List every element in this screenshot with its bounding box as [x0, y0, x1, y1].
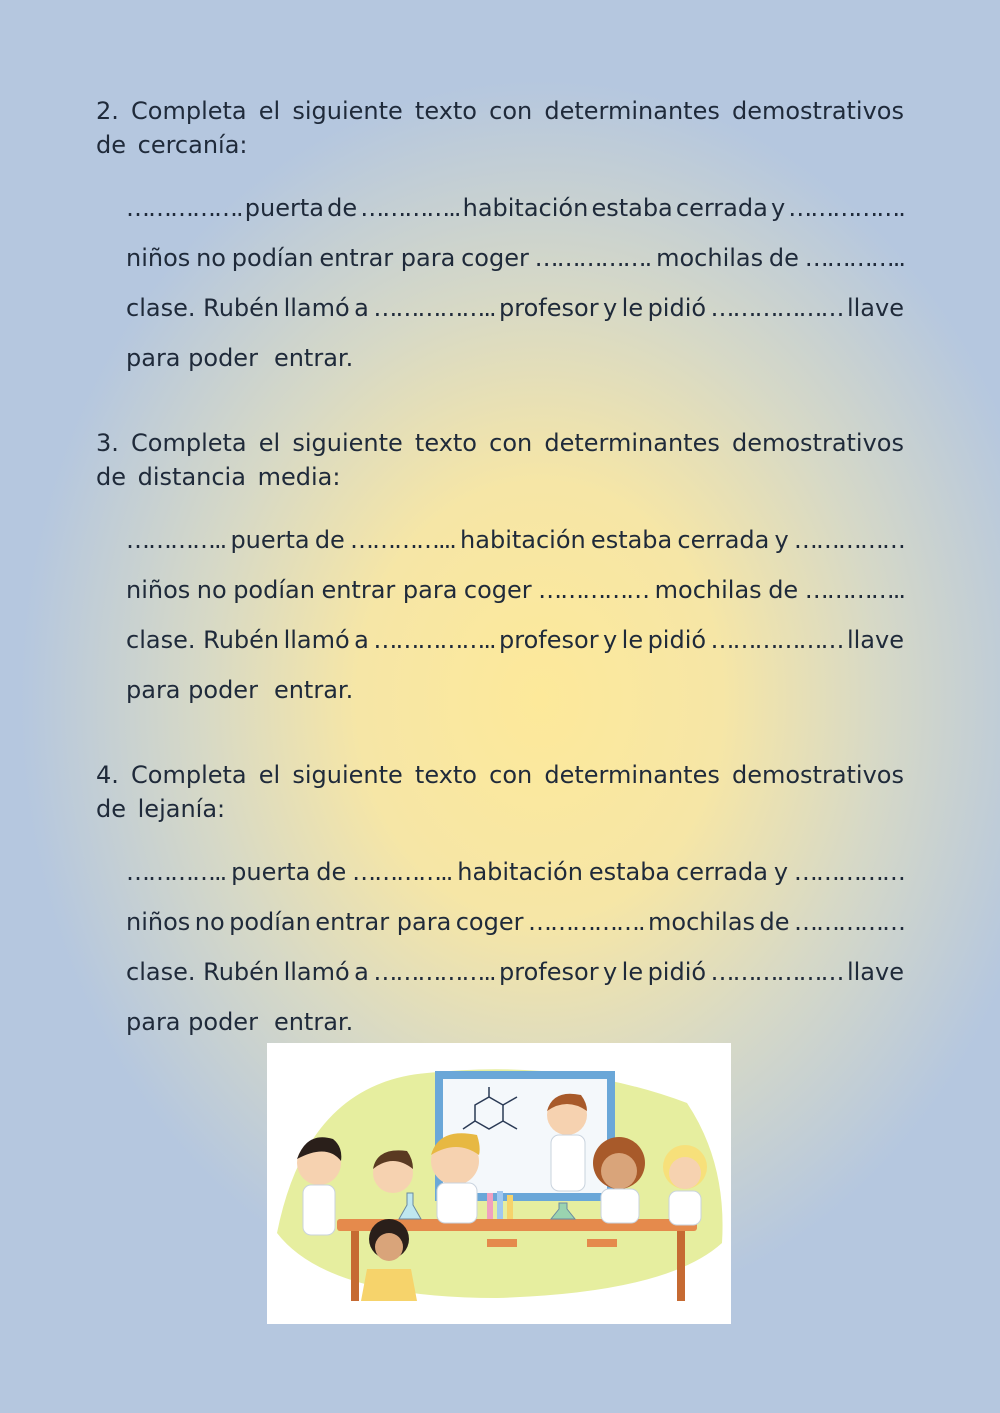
word: coger [463, 576, 532, 604]
word: entrar para [315, 908, 452, 936]
blank-field[interactable]: …………… [793, 526, 904, 554]
word: para poder [126, 344, 258, 372]
word: niños [126, 908, 191, 936]
word: a [354, 958, 369, 986]
word: de [327, 194, 358, 222]
blank-field[interactable]: ……………. [126, 194, 242, 222]
blank-field[interactable]: ……………. [527, 908, 644, 936]
word: llamó [283, 626, 350, 654]
word: coger [455, 908, 524, 936]
word: llamó [283, 958, 350, 986]
exercise-4-question: 4. Completa el siguiente texto con determinantes demostrativos de lejanía: [96, 761, 904, 823]
word: estaba [591, 194, 673, 222]
word: para poder [126, 676, 258, 704]
word: mochilas [648, 908, 756, 936]
exercise-2-line-4 [126, 344, 904, 380]
word: entrar. [273, 676, 354, 704]
word: profesor [499, 626, 599, 654]
word: a [354, 294, 369, 322]
exercise-2-question: 2. Completa el siguiente texto con determinantes demostrativos de cercanía: [96, 97, 904, 159]
word: de [314, 526, 345, 554]
word: profesor [499, 294, 599, 322]
word: le [621, 294, 644, 322]
word: entrar para [319, 244, 456, 272]
word: podían [233, 576, 315, 604]
word: entrar. [273, 1008, 354, 1036]
word: para poder [126, 1008, 258, 1036]
word: puerta [231, 858, 311, 886]
word: entrar. [273, 344, 354, 372]
blank-field[interactable]: ………….. [126, 526, 226, 554]
lab-illustration-icon [267, 1043, 731, 1324]
word: niños [126, 244, 191, 272]
word: llamó [283, 294, 350, 322]
word: pidió [647, 294, 707, 322]
blank-field[interactable]: …………….. [373, 958, 495, 986]
word: clase. Rubén [126, 626, 280, 654]
blank-field[interactable]: ………….. [352, 858, 452, 886]
blank-field[interactable]: …………….. [373, 294, 495, 322]
word: habitación [462, 194, 589, 222]
blank-field[interactable]: ……………. [534, 244, 651, 272]
exercise-4-line-1 [126, 858, 904, 894]
blank-field[interactable]: ………….. [804, 244, 904, 272]
blank-field[interactable]: ……………… [710, 958, 843, 986]
word: y [774, 526, 789, 554]
word: no [196, 576, 227, 604]
word: coger [461, 244, 529, 272]
word: y [603, 294, 618, 322]
word: no [194, 908, 225, 936]
blank-field[interactable]: ………….. [360, 194, 460, 222]
word: no [196, 244, 226, 272]
blank-field[interactable]: ………….. [126, 858, 226, 886]
word: le [621, 626, 644, 654]
word: de [316, 858, 347, 886]
exercise-3-line-3 [126, 626, 904, 662]
word: y [773, 858, 789, 886]
blank-field[interactable]: …………… [793, 858, 904, 886]
word: mochilas [656, 244, 764, 272]
word: le [621, 958, 644, 986]
word: entrar para [321, 576, 458, 604]
word: habitación [460, 526, 586, 554]
word: de [768, 244, 799, 272]
word: pidió [647, 626, 707, 654]
blank-field[interactable]: …………… [793, 908, 904, 936]
exercise-3-line-2 [126, 576, 904, 612]
word: de [759, 908, 790, 936]
blank-field[interactable]: ………….. [804, 576, 904, 604]
word: llave [846, 626, 904, 654]
word: de [768, 576, 799, 604]
word: habitación [457, 858, 583, 886]
blank-field[interactable]: …………... [349, 526, 455, 554]
word: clase. Rubén [126, 958, 280, 986]
word: profesor [499, 958, 599, 986]
word: podían [231, 244, 314, 272]
word: y [603, 626, 618, 654]
exercise-3-line-4 [126, 676, 904, 712]
blank-field[interactable]: ……………… [710, 626, 843, 654]
exercise-4-line-3 [126, 958, 904, 994]
word: estaba [590, 526, 673, 554]
word: puerta [230, 526, 310, 554]
exercise-2-line-3 [126, 294, 904, 330]
exercise-3 [96, 426, 904, 494]
word: cerrada [676, 858, 768, 886]
exercise-2-line-2 [126, 244, 904, 280]
word: podían [229, 908, 311, 936]
blank-field[interactable]: ……………… [710, 294, 843, 322]
word: mochilas [654, 576, 762, 604]
exercise-4 [96, 758, 904, 826]
word: a [354, 626, 369, 654]
word: niños [126, 576, 191, 604]
exercise-2 [96, 94, 904, 162]
word: pidió [647, 958, 707, 986]
blank-field[interactable]: …………….. [373, 626, 495, 654]
word: clase. Rubén [126, 294, 280, 322]
word: cerrada [675, 194, 768, 222]
word: y [603, 958, 618, 986]
blank-field[interactable]: …………… [538, 576, 649, 604]
word: llave [846, 958, 904, 986]
exercise-2-line-1 [126, 194, 904, 230]
exercise-4-line-4 [126, 1008, 904, 1044]
word: puerta [244, 194, 324, 222]
word: y [770, 194, 786, 222]
children-science-lab-illustration [267, 1043, 731, 1324]
word: estaba [588, 858, 671, 886]
exercise-4-line-2 [126, 908, 904, 944]
word: llave [846, 294, 904, 322]
word: cerrada [677, 526, 770, 554]
blank-field[interactable]: ……………. [788, 194, 904, 222]
exercise-3-line-1 [126, 526, 904, 562]
exercise-3-question: 3. Completa el siguiente texto con determinantes demostrativos de distancia media: [96, 429, 904, 491]
